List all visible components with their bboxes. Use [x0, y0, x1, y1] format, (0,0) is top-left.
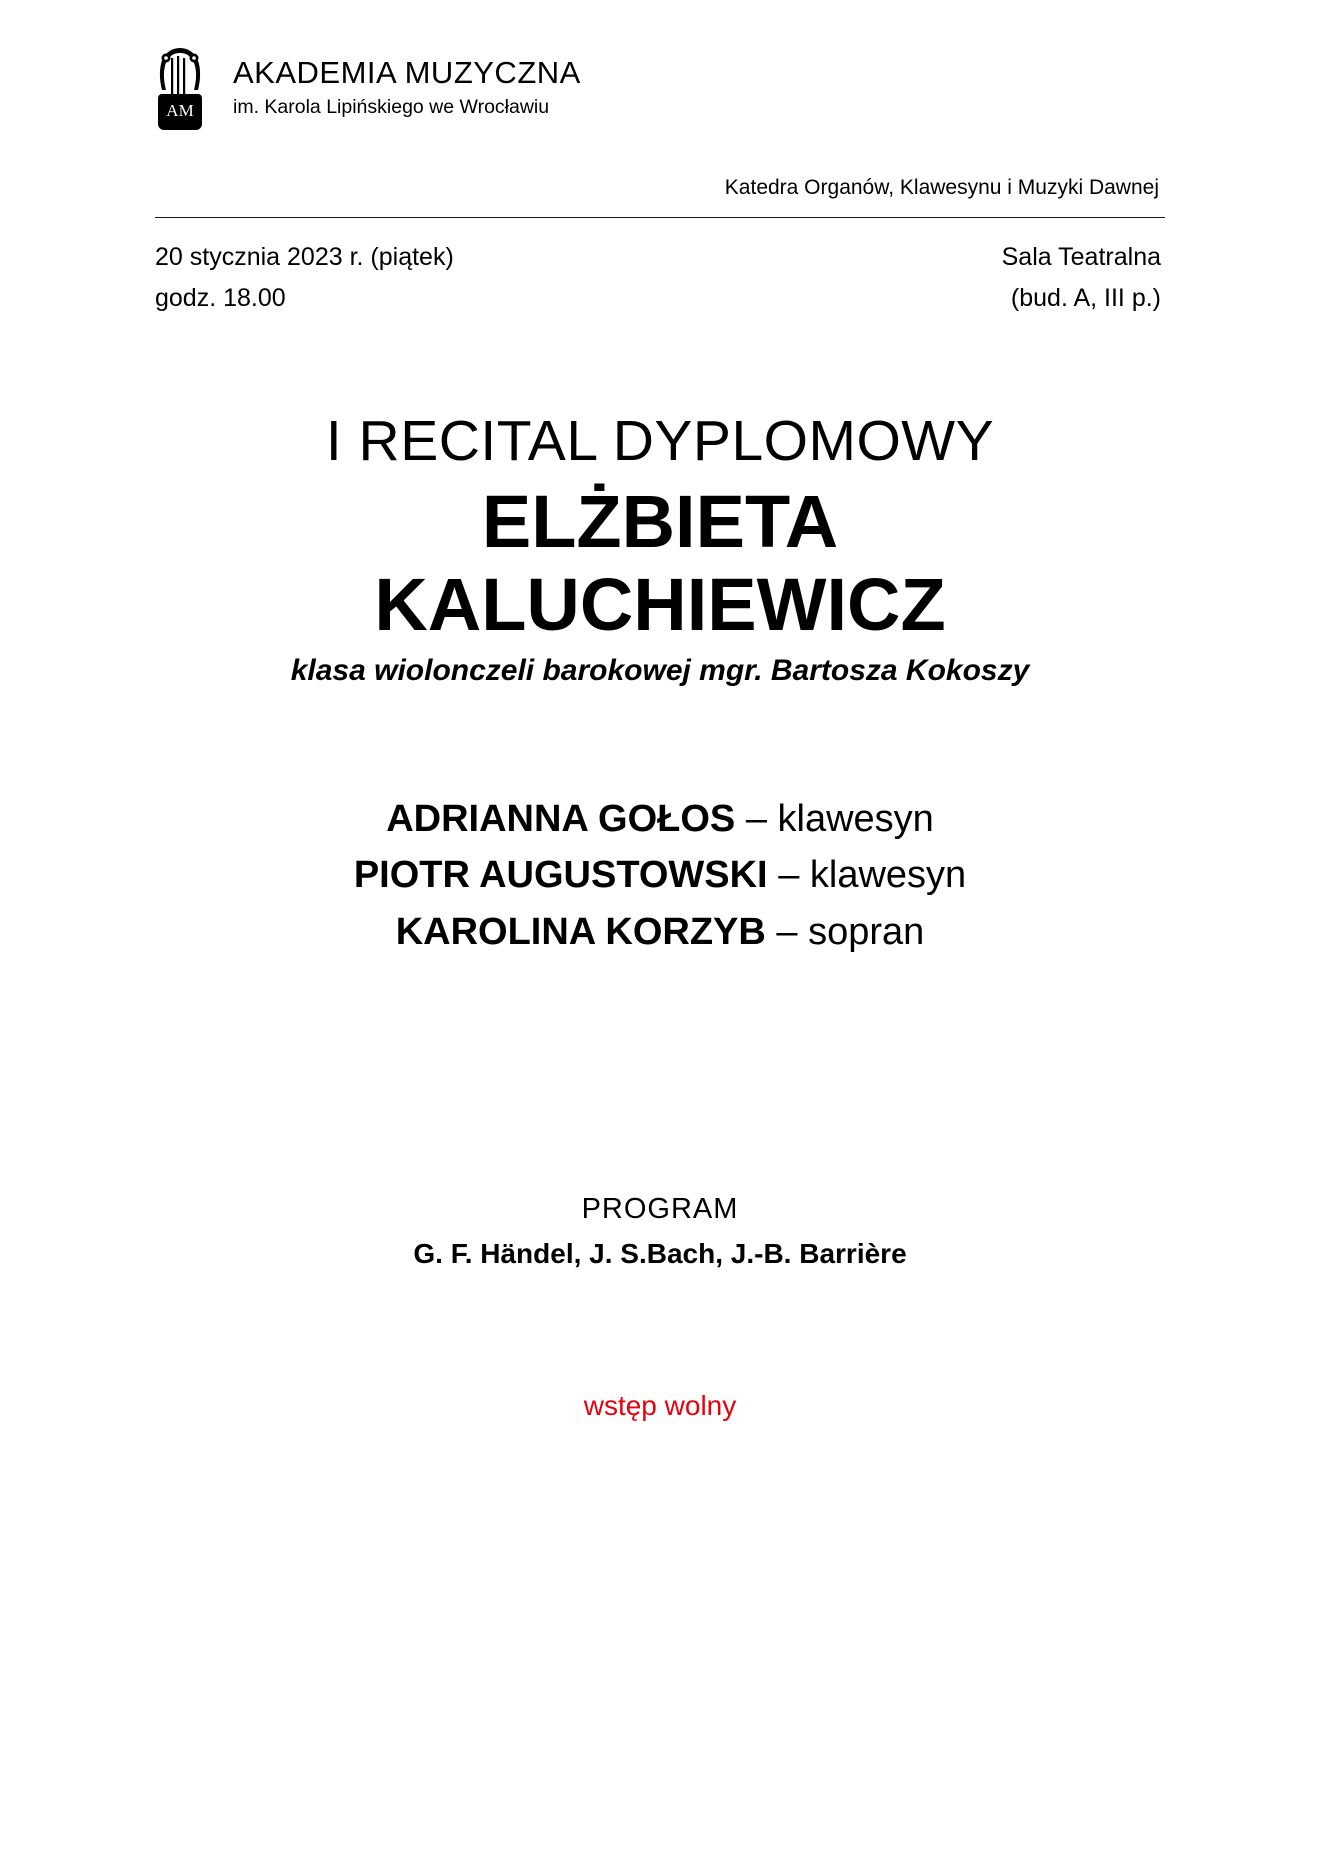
event-datetime [155, 237, 454, 320]
department-line: Katedra Organów, Klawesynu i Muzyki Dawnej [724, 176, 1159, 199]
list-item [155, 791, 1165, 847]
poster-header [155, 0, 1165, 134]
performer-name: ADRIANNA GOŁOS [386, 798, 736, 841]
artist-name [155, 481, 1165, 647]
performers-list [155, 791, 1165, 960]
institution-name: AKADEMIA MUZYCZNA [233, 55, 581, 90]
event-time: godz. 18.00 [155, 284, 286, 313]
list-item [155, 904, 1165, 960]
free-entry-note: wstęp wolny [583, 1389, 737, 1421]
program-composers: G. F. Händel, J. S.Bach, J.-B. Barrière [413, 1237, 907, 1269]
artist-first-name: ELŻBIETA [481, 480, 839, 564]
recital-kind: I RECITAL DYPLOMOWY [325, 408, 995, 473]
event-meta [155, 237, 1165, 320]
event-date: 20 stycznia 2023 r. (piątek) [155, 243, 454, 271]
venue-name: Sala Teatralna [1001, 243, 1161, 271]
program-title: PROGRAM [581, 1192, 739, 1225]
lyre-logo-icon [145, 44, 215, 134]
svg-text:AM: AM [166, 101, 194, 120]
list-item [155, 847, 1165, 903]
title-block [155, 408, 1165, 690]
venue-detail: (bud. A, III p.) [1010, 284, 1161, 313]
performer-name: KAROLINA KORZYB [395, 910, 766, 953]
institution-subtitle: im. Karola Lipińskiego we Wrocławiu [233, 96, 550, 119]
artist-last-name: KALUCHIEWICZ [374, 563, 946, 647]
performer-role: – klawesyn [745, 798, 934, 841]
program-section [155, 1193, 1165, 1270]
event-venue [1002, 237, 1165, 320]
artist-class-line: klasa wiolonczeli barokowej mgr. Bartosza Kokoszy [290, 654, 1030, 688]
header-divider [155, 217, 1165, 218]
institution-wordmark [233, 44, 581, 119]
performer-role: – klawesyn [778, 854, 967, 897]
performer-role: – sopran [776, 910, 925, 953]
performer-name: PIOTR AUGUSTOWSKI [353, 854, 768, 897]
